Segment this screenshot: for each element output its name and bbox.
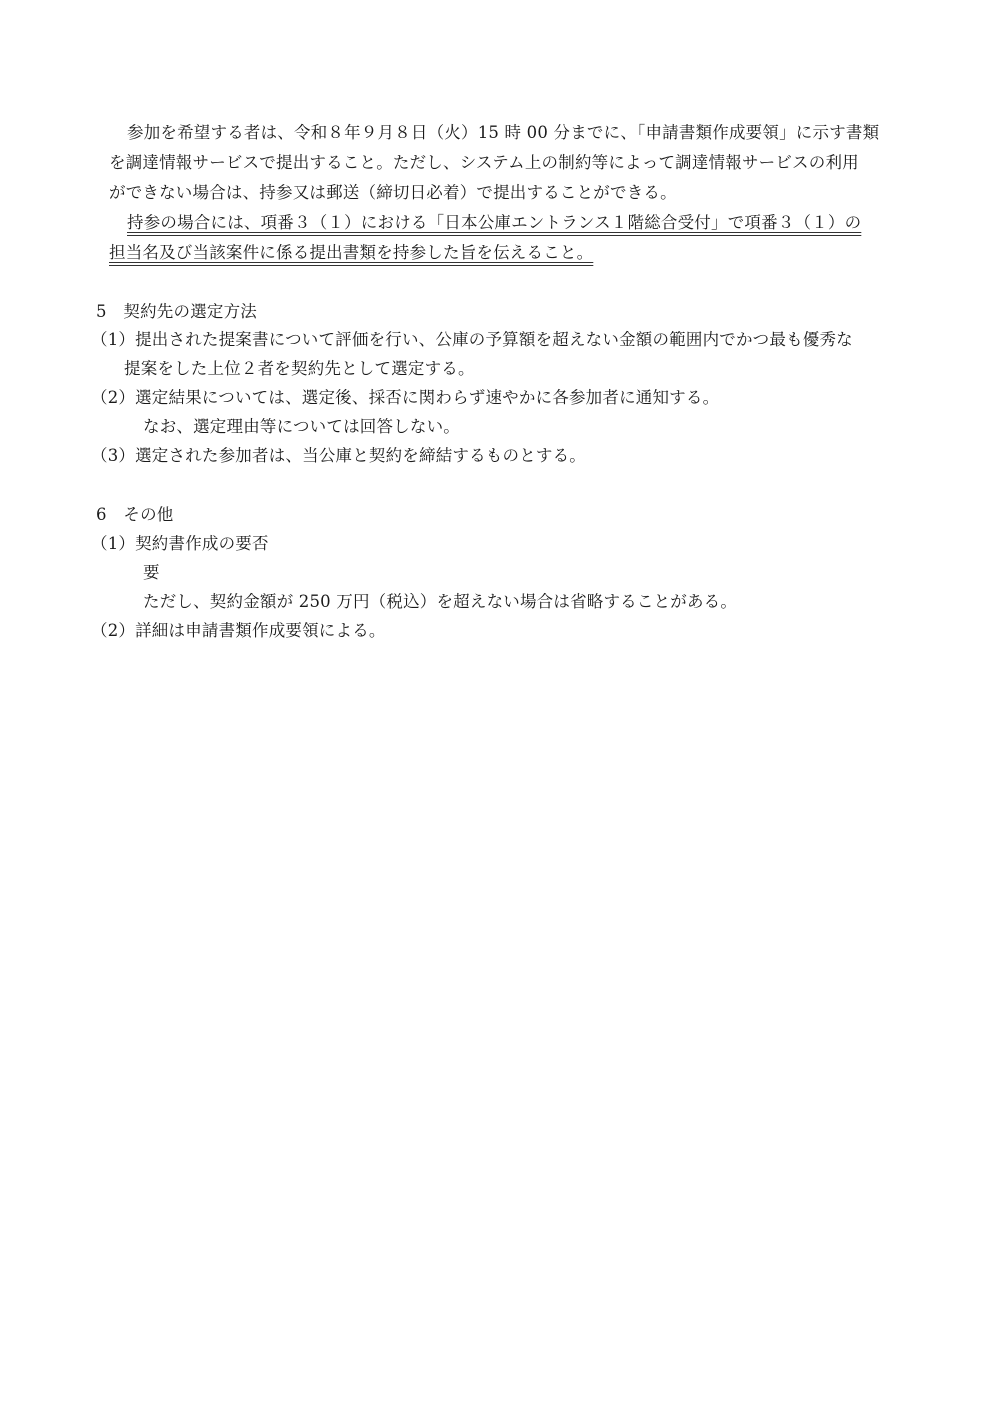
section-5-item-2-line-2: なお、選定理由等については回答しない。 <box>143 417 460 436</box>
intro-line-4-underlined: 持参の場合には、項番３（１）における「日本公庫エントランス１階総合受付」で項番３（１）の <box>127 213 862 232</box>
section-5-item-1-line-2: 提案をした上位２者を契約先として選定する。 <box>124 359 475 378</box>
section-6-item-1-line-3: ただし、契約金額が 250 万円（税込）を超えない場合は省略することがある。 <box>143 592 738 611</box>
section-6-item-2-line-1: （2）詳細は申請書類作成要領による。 <box>91 621 386 640</box>
section-6-item-1-line-2: 要 <box>143 563 160 582</box>
section-5-item-2-line-1: （2）選定結果については、選定後、採否に関わらず速やかに各参加者に通知する。 <box>91 388 720 407</box>
section-6-heading: 6 その他 <box>96 505 174 524</box>
intro-line-2: を調達情報サービスで提出すること。ただし、システム上の制約等によって調達情報サービスの利用 <box>109 153 859 172</box>
intro-line-1: 参加を希望する者は、令和８年９月８日（火）15 時 00 分までに、「申請書類作成要領」に示す書類 <box>127 123 880 142</box>
section-5-heading: 5 契約先の選定方法 <box>96 302 257 321</box>
section-5-item-1-line-1: （1）提出された提案書について評価を行い、公庫の予算額を超えない金額の範囲内でかつ最も優秀な <box>91 330 853 349</box>
section-6-item-1-line-1: （1）契約書作成の要否 <box>91 534 269 553</box>
intro-line-5-underlined: 担当名及び当該案件に係る提出書類を持参した旨を伝えること。 <box>109 243 594 262</box>
section-5-item-3-line-1: （3）選定された参加者は、当公庫と契約を締結するものとする。 <box>91 446 586 465</box>
intro-line-3: ができない場合は、持参又は郵送（締切日必着）で提出することができる。 <box>109 183 677 202</box>
